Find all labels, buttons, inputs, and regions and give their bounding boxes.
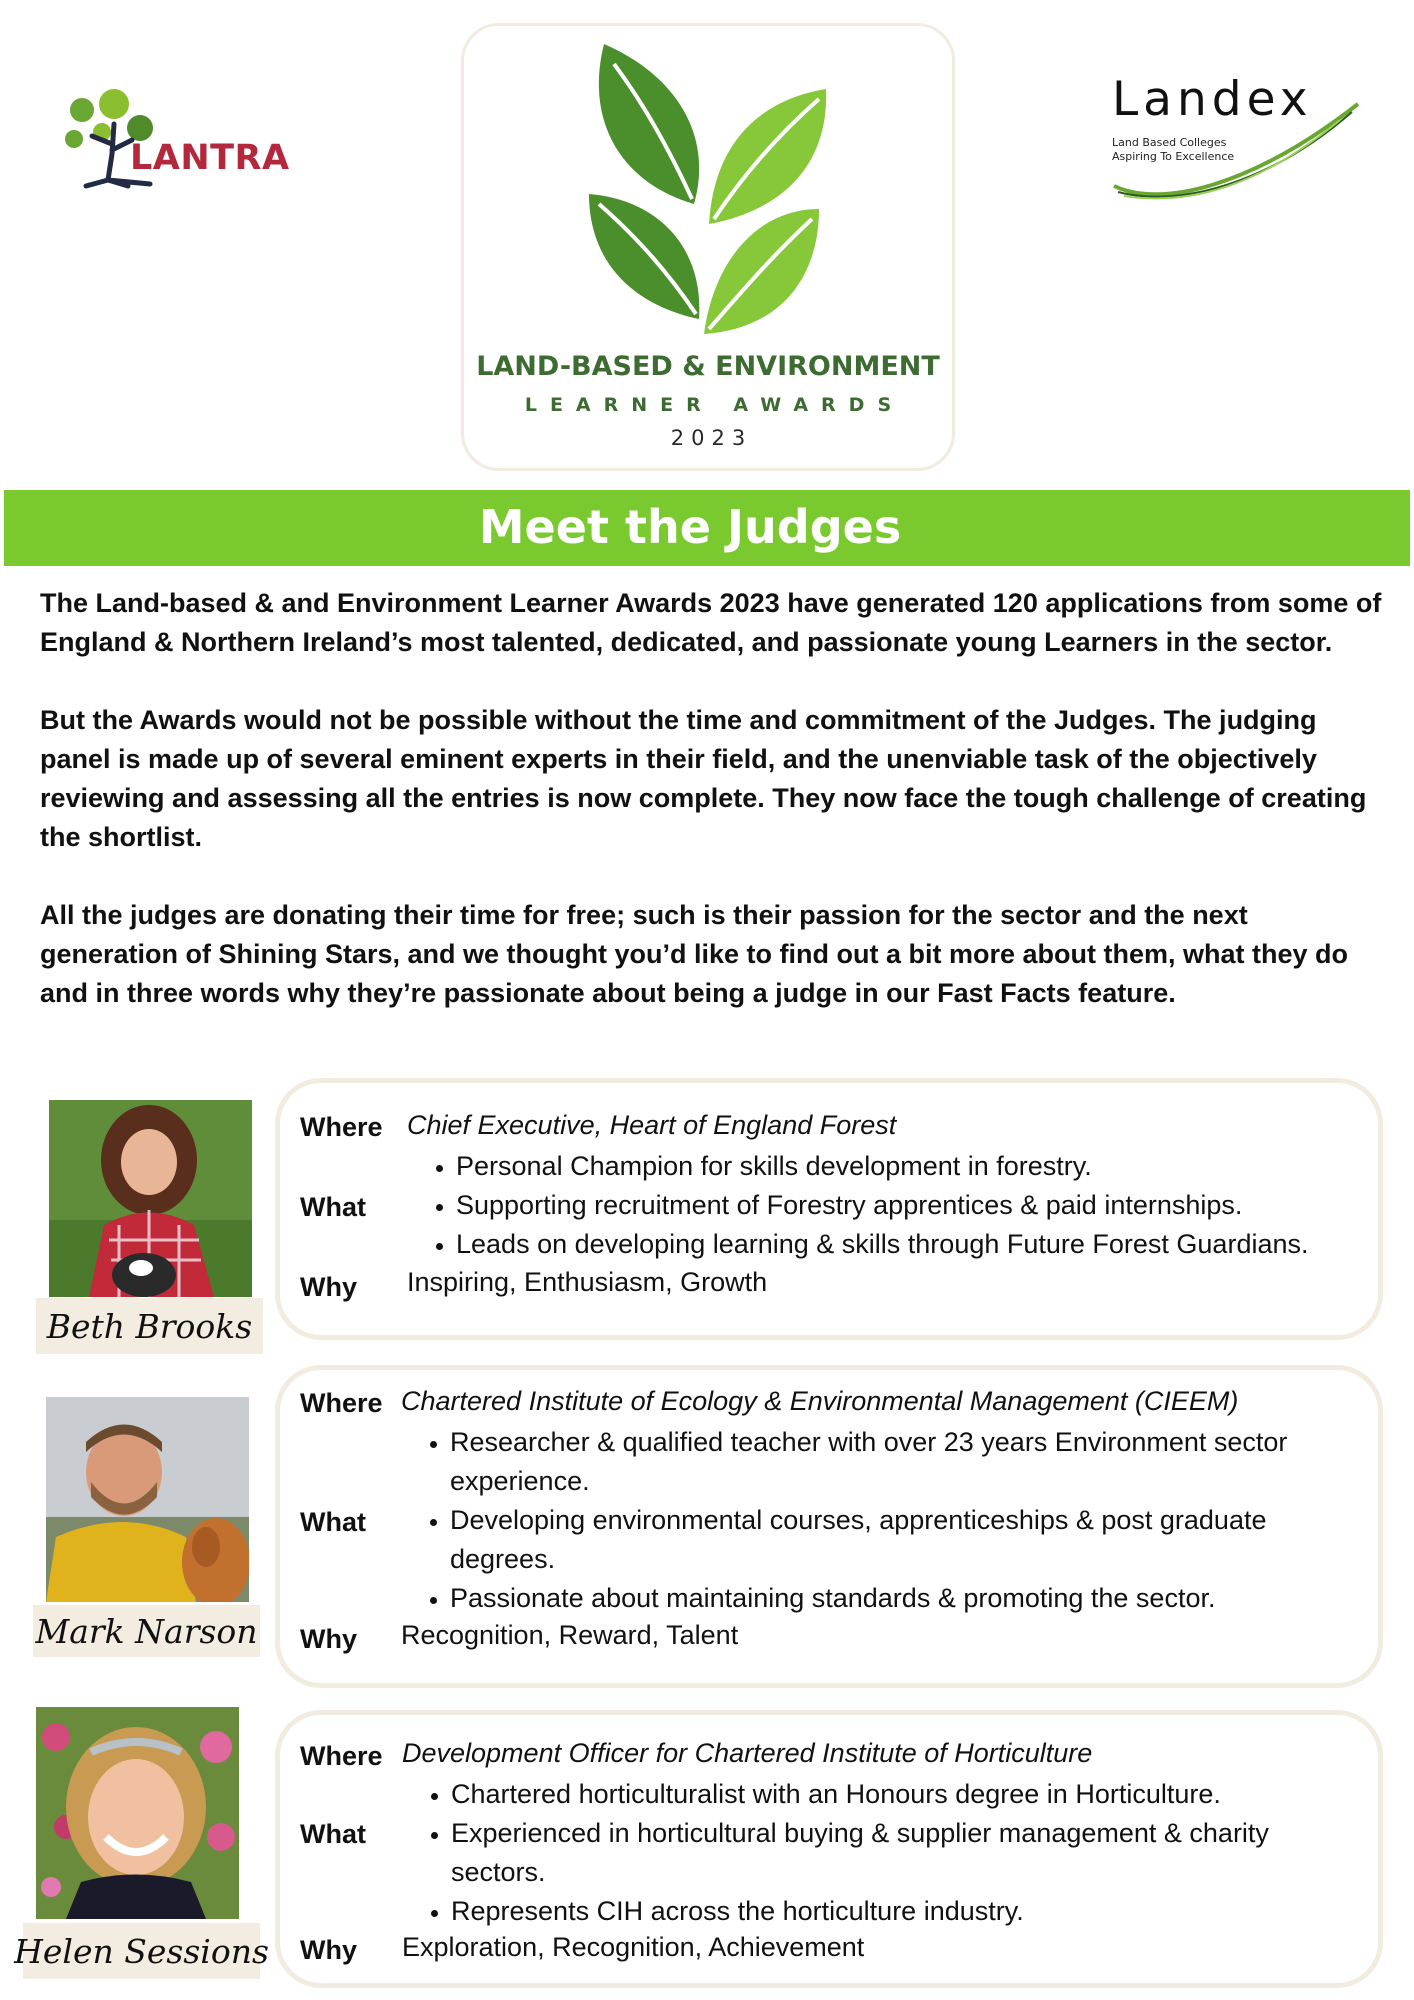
- judge-name-helen-sessions: Helen Sessions: [23, 1923, 260, 1979]
- judge-name-beth-brooks: Beth Brooks: [36, 1298, 263, 1354]
- judge-where: Chartered Institute of Ecology & Environmental Management (CIEEM): [401, 1386, 1239, 1416]
- where-label: Where: [300, 1112, 383, 1142]
- list-item: • Chartered horticulturalist with an Honours degree in Horticulture.: [451, 1775, 1351, 1814]
- award-year: 2023: [670, 426, 753, 450]
- landex-wordmark: Landex: [1112, 72, 1313, 127]
- judge-why: Inspiring, Enthusiasm, Growth: [407, 1267, 768, 1297]
- list-item: • Leads on developing learning & skills through Future Forest Guardians.: [456, 1225, 1376, 1264]
- where-label: Where: [300, 1388, 383, 1418]
- list-item: • Experienced in horticultural buying & supplier management & charity sectors.: [451, 1814, 1351, 1892]
- list-item: • Researcher & qualified teacher with over 23 years Environment sector experience.: [450, 1423, 1350, 1501]
- why-label: Why: [300, 1272, 357, 1302]
- where-label: Where: [300, 1741, 383, 1771]
- why-label: Why: [300, 1624, 357, 1654]
- lantra-logo: [62, 84, 302, 194]
- judge-what-list: [421, 1775, 1351, 1931]
- judge-where: Chief Executive, Heart of England Forest: [407, 1110, 897, 1140]
- list-item: • Supporting recruitment of Forestry apprentices & paid internships.: [456, 1186, 1376, 1225]
- intro-paragraph-1: The Land-based & and Environment Learner Awards 2023 have generated 120 applications from some of England & Northern Ireland’s most talented, dedicated, and passionate young Learners in the sector.: [40, 588, 1382, 657]
- list-item: • Represents CIH across the horticulture industry.: [451, 1892, 1351, 1931]
- leaves-icon: [564, 44, 858, 344]
- list-item: • Developing environmental courses, apprenticeships & post graduate degrees.: [450, 1501, 1350, 1579]
- lantra-wordmark: LANTRA: [130, 138, 290, 178]
- awards-logo: [461, 23, 955, 471]
- what-label: What: [300, 1819, 366, 1849]
- judge-why: Recognition, Reward, Talent: [401, 1620, 739, 1650]
- judge-what-list: [426, 1147, 1376, 1264]
- award-title: LAND-BASED & ENVIRONMENT: [476, 351, 940, 382]
- why-label: Why: [300, 1935, 357, 1965]
- judge-name-mark-narson: Mark Narson: [33, 1605, 260, 1657]
- what-label: What: [300, 1192, 366, 1222]
- judge-why: Exploration, Recognition, Achievement: [402, 1932, 865, 1962]
- page-title: Meet the Judges: [478, 500, 902, 554]
- what-label: What: [300, 1507, 366, 1537]
- intro-paragraph-3: All the judges are donating their time for free; such is their passion for the sector and the next generation of Shining Stars, and we thought you’d like to find out a bit more about them, what they do and in three words why they’re passionate about being a judge in our Fast Facts feature.: [40, 900, 1349, 1008]
- title-banner: [4, 490, 1410, 566]
- judge-photo-helen-sessions: [36, 1707, 239, 1919]
- swoosh-icon: [1100, 68, 1360, 208]
- list-item: • Personal Champion for skills development in forestry.: [456, 1147, 1376, 1186]
- judge-photo-mark-narson: [46, 1397, 249, 1602]
- intro-paragraph-2: But the Awards would not be possible without the time and commitment of the Judges. The judging panel is made up of several eminent experts in their field, and the unenviable task of the objectively reviewing and assessing all the entries is now complete. They now face the tough challenge of creating the shortlist.: [40, 705, 1367, 852]
- landex-logo: [1100, 68, 1360, 208]
- landex-tagline: Land Based Colleges Aspiring To Excellence: [1112, 136, 1235, 163]
- judge-where: Development Officer for Chartered Institute of Horticulture: [402, 1738, 1093, 1768]
- list-item: • Passionate about maintaining standards & promoting the sector.: [450, 1579, 1350, 1618]
- judge-what-list: [420, 1423, 1350, 1618]
- intro-text: [40, 584, 1390, 1052]
- award-subtitle: LEARNER AWARDS: [524, 394, 905, 416]
- judge-photo-beth-brooks: [49, 1100, 252, 1297]
